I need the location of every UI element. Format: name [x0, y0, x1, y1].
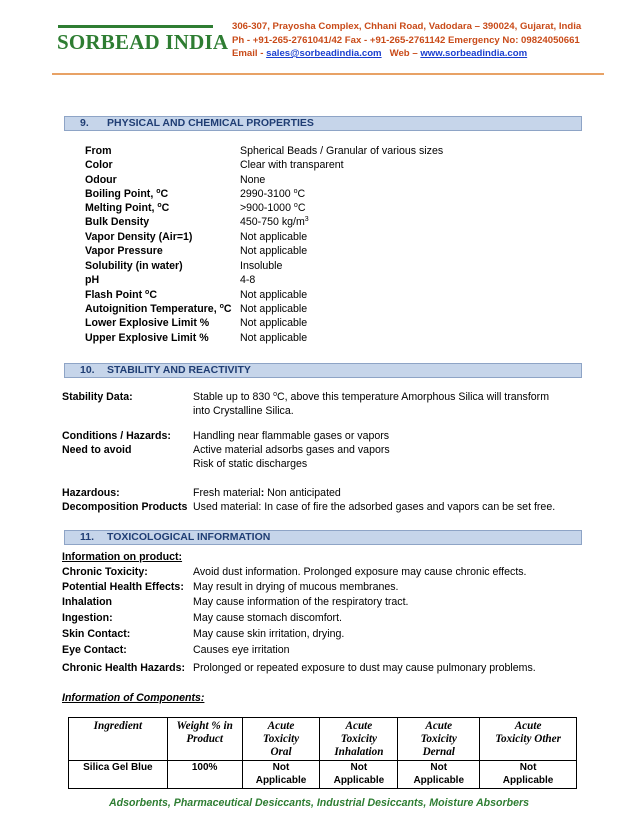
hazardous-label: Hazardous: [62, 487, 120, 499]
table-cell: Silica Gel Blue [69, 761, 168, 789]
property-value: 450-750 $kg/m^3$ [240, 216, 309, 228]
section-10-bar [64, 363, 582, 378]
table-header-cell: Acute Toxicity Inhalation [320, 718, 398, 761]
conditions-value-2: Active material adsorbs gases and vapors [193, 444, 390, 456]
conditions-label: Conditions / Hazards: [62, 430, 171, 442]
property-value: Clear with transparent [240, 159, 344, 171]
table-cell: Not Applicable [242, 761, 320, 789]
toxicology-label: Potential Health Effects: [62, 581, 184, 593]
company-address: 306-307, Prayosha Complex, Chhani Road, Vadodara – 390024, Gujarat, India [232, 21, 582, 32]
logo-underline [58, 25, 213, 28]
toxicology-label: Skin Contact: [62, 628, 131, 640]
property-label: Autoignition Temperature, $^o$C [85, 303, 232, 315]
email-prefix: Email - [232, 48, 267, 59]
table-cell: Not Applicable [398, 761, 480, 789]
table-cell: Not Applicable [320, 761, 398, 789]
property-label: pH [85, 274, 100, 286]
section-11-title: TOXICOLOGICAL INFORMATION [107, 531, 271, 543]
hazardous-value-2: Used material: In case of fire the adsorbed gases and vapors can be set free. [193, 501, 556, 513]
property-label: Vapor Density (Air=1) [85, 231, 193, 243]
section-9-title: PHYSICAL AND CHEMICAL PROPERTIES [107, 117, 314, 129]
table-body [69, 761, 577, 789]
property-label: From [85, 145, 112, 157]
table-header-row [69, 718, 577, 761]
property-label: Lower Explosive Limit % [85, 317, 210, 329]
property-value: Not applicable [240, 289, 308, 301]
property-label: Solubility (in water) [85, 260, 183, 272]
property-value: >900-1000 $^o$C [240, 202, 306, 214]
property-label: Bulk Density [85, 216, 150, 228]
property-label: Color [85, 159, 113, 171]
table-header-cell: Acute Toxicity Dernal [398, 718, 480, 761]
table-cell: 100% [167, 761, 242, 789]
toxicology-value: May cause skin irritation, drying. [193, 628, 345, 640]
property-value: 2990-3100 $^o$C [240, 188, 306, 200]
toxicology-label: Inhalation [62, 596, 113, 608]
conditions-value-1: Handling near flammable gases or vapors [193, 430, 390, 442]
property-label: Melting Point, $^o$C [85, 202, 170, 214]
footer-tagline: Adsorbents, Pharmaceutical Desiccants, Industrial Desiccants, Moisture Absorbers [109, 797, 529, 809]
web-prefix: Web – [389, 48, 421, 59]
header-divider [52, 73, 604, 75]
toxicology-value: May cause information of the respiratory tract. [193, 596, 409, 608]
conditions-value-3: Risk of static discharges [193, 458, 308, 470]
section-11-bar [64, 530, 582, 545]
property-value: Not applicable [240, 317, 308, 329]
table-row [69, 761, 577, 789]
property-value: None [240, 174, 266, 186]
table-header-cell: Ingredient [69, 718, 168, 761]
company-phone-line: Ph - +91-265-2761041/42 Fax - +91-265-2761142 Emergency No: 09824050661 [232, 35, 580, 46]
toxicology-value: Avoid dust information. Prolonged exposure may cause chronic effects. [193, 566, 527, 578]
property-value: Spherical Beads / Granular of various sizes [240, 145, 444, 157]
table-header-cell: Acute Toxicity Other [480, 718, 577, 761]
web-link[interactable]: www.sorbeadindia.com [420, 48, 528, 59]
toxicology-value: May result in drying of mucous membranes. [193, 581, 399, 593]
section-9-bar [64, 116, 582, 131]
property-label: Upper Explosive Limit % [85, 332, 209, 344]
product-info-heading: Information on product: [62, 551, 183, 563]
property-value: Not applicable [240, 245, 308, 257]
stability-value-line2: into Crystalline Silica. [193, 405, 294, 417]
toxicology-label: Chronic Health Hazards: [62, 662, 186, 674]
property-label: Boiling Point, $^o$C [85, 188, 169, 200]
property-value: 4-8 [240, 274, 256, 286]
hazardous-label-line2: Decomposition Products [62, 501, 188, 513]
property-value: Not applicable [240, 332, 308, 344]
table-cell: Not Applicable [480, 761, 577, 789]
toxicology-value: May cause stomach discomfort. [193, 612, 342, 624]
property-label: Vapor Pressure [85, 245, 163, 257]
toxicology-value: Prolonged or repeated exposure to dust may cause pulmonary problems. [193, 662, 536, 674]
company-logo: SORBEAD INDIA [57, 30, 229, 54]
components-heading: Information of Components: [62, 692, 205, 704]
section-10-number: 10. [80, 364, 95, 376]
property-value: Not applicable [240, 303, 308, 315]
table-header-cell: Acute Toxicity Oral [242, 718, 320, 761]
toxicology-value: Causes eye irritation [193, 644, 290, 656]
property-label: Flash Point $^o$C [85, 289, 157, 301]
email-link[interactable]: sales@sorbeadindia.com [266, 48, 382, 59]
property-label: Odour [85, 174, 117, 186]
conditions-label-line2: Need to avoid [62, 444, 132, 456]
components-table [68, 717, 577, 789]
section-11-number: 11. [80, 531, 95, 543]
stability-value: Stable up to 830 $^o$C, above this temperature Amorphous Silica will transform [193, 391, 550, 403]
section-10-title: STABILITY AND REACTIVITY [107, 364, 251, 376]
table-header-cell: Weight % in Product [167, 718, 242, 761]
property-value: Insoluble [240, 260, 283, 272]
hazardous-value-1: Fresh material: Non anticipated [193, 487, 341, 499]
toxicology-label: Chronic Toxicity: [62, 566, 148, 578]
company-contact-line [232, 48, 527, 59]
section-9-number: 9. [80, 117, 89, 129]
stability-label: Stability Data: [62, 391, 133, 403]
property-value: Not applicable [240, 231, 308, 243]
toxicology-label: Eye Contact: [62, 644, 127, 656]
toxicology-label: Ingestion: [62, 612, 113, 624]
